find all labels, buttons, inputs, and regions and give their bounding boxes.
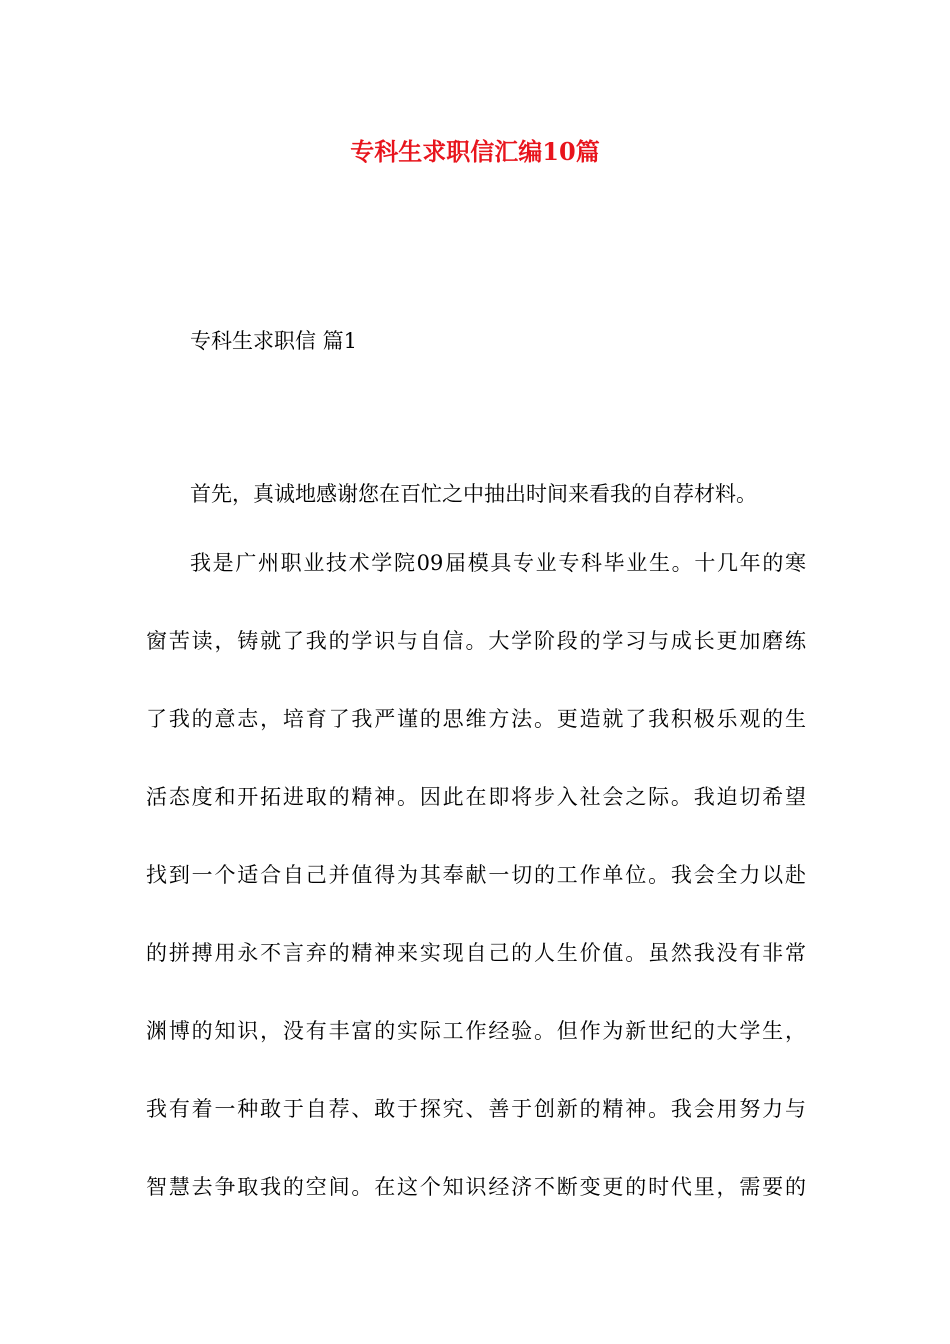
paragraph-line: 渊博的知识，没有丰富的实际工作经验。但作为新世纪的大学生， <box>146 1019 806 1043</box>
paragraph-line: 我有着一种敢于自荐、敢于探究、善于创新的精神。我会用努力与 <box>146 1097 806 1121</box>
paragraph-line: 找到一个适合自己并值得为其奉献一切的工作单位。我会全力以赴 <box>146 863 806 887</box>
paragraph-line: 我是广州职业技术学院09届模具专业专科毕业生。十几年的寒 <box>190 551 806 575</box>
paragraph-line: 的拼搏用永不言弃的精神来实现自己的人生价值。虽然我没有非常 <box>146 941 806 965</box>
paragraph-line: 活态度和开拓进取的精神。因此在即将步入社会之际。我迫切希望 <box>146 785 806 809</box>
document-title: 专科生求职信汇编10篇 <box>350 137 600 166</box>
section-heading: 专科生求职信 篇1 <box>190 329 358 353</box>
paragraph-line: 了我的意志，培育了我严谨的思维方法。更造就了我积极乐观的生 <box>146 707 806 731</box>
paragraph-line: 首先，真诚地感谢您在百忙之中抽出时间来看我的自荐材料。 <box>190 482 757 506</box>
paragraph-line: 智慧去争取我的空间。在这个知识经济不断变更的时代里，需要的 <box>146 1175 806 1199</box>
paragraph-line: 窗苦读，铸就了我的学识与自信。大学阶段的学习与成长更加磨练 <box>146 629 806 653</box>
